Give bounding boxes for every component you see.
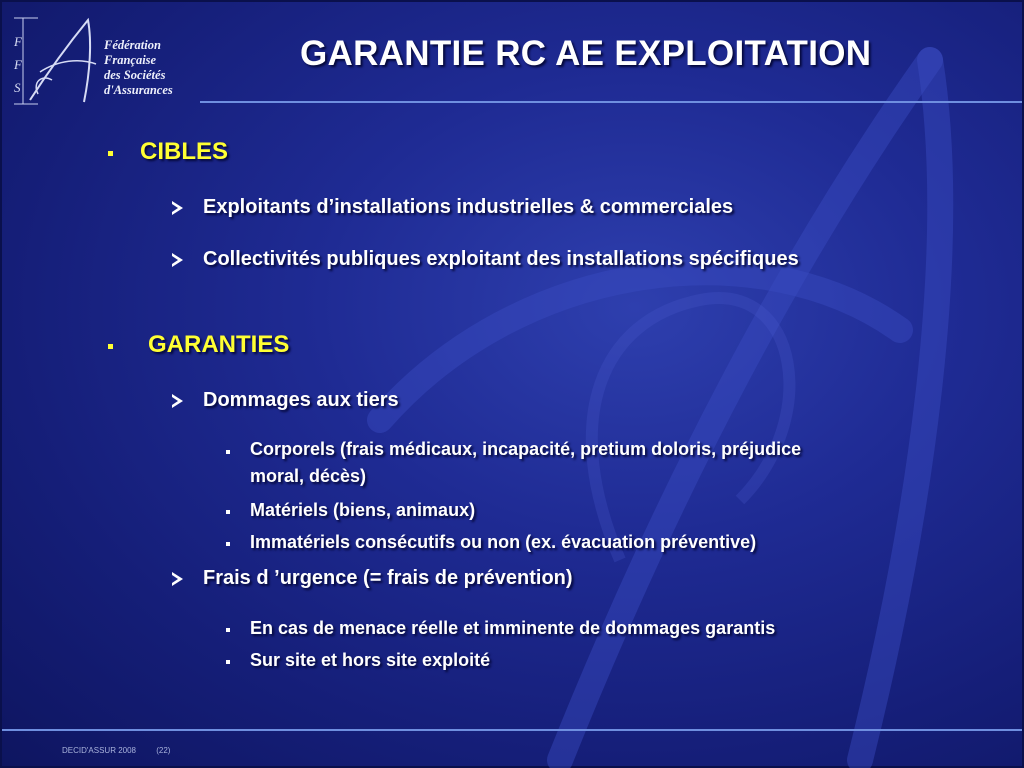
footer-rule [2,729,1022,731]
slide-footer [62,746,188,755]
bullet-item [172,192,932,223]
sub-bullet-item [226,496,856,524]
sub-bullet-text: En cas de menace réelle et imminente de dommages garantis [250,618,776,638]
sub-bullet-item [226,528,926,556]
bullet-item [172,385,872,416]
bullet-text: Dommages aux tiers [203,389,399,411]
bullet-text: Collectivités publiques exploitant des installations spécifiques [203,248,799,270]
slide-title: GARANTIE RC AE EXPLOITATION [300,34,872,73]
ffsa-logo [8,12,200,107]
title-rule [200,101,1022,103]
bullet-item [172,244,852,275]
bullet-item [172,563,872,594]
logo-organization-name: Fédération Française des Sociétés d'Assurances [104,38,173,97]
footer-label: DECID'ASSUR 2008 [62,746,136,755]
arrow-bullet-icon [172,394,183,408]
square-bullet-icon [108,151,113,156]
bullet-text: Frais d ’urgence (= frais de prévention) [203,567,573,589]
sub-bullet-text: Corporels (frais médicaux, incapacité, pretium doloris, préjudice moral, décès) [250,439,802,486]
sub-bullet-item [226,646,926,674]
page-number: (22) [156,746,171,755]
arrow-bullet-icon [172,253,183,267]
section-heading-label: CIBLES [140,138,229,165]
sub-bullet-item [226,614,946,642]
section-heading-label: GARANTIES [148,331,290,358]
small-square-bullet-icon [226,660,230,664]
small-square-bullet-icon [226,542,230,546]
sub-bullet-text: Matériels (biens, animaux) [250,500,476,520]
sub-bullet-text: Immatériels consécutifs ou non (ex. évacuation préventive) [250,532,757,552]
section-heading-garanties [108,331,289,359]
section-heading-cibles [108,138,228,166]
logo-initials: F F S [14,34,22,95]
square-bullet-icon [108,344,113,349]
sub-bullet-text: Sur site et hors site exploité [250,650,491,670]
small-square-bullet-icon [226,450,230,454]
small-square-bullet-icon [226,510,230,514]
sub-bullet-item [226,436,856,490]
arrow-bullet-icon [172,201,183,215]
small-square-bullet-icon [226,628,230,632]
arrow-bullet-icon [172,572,183,586]
bullet-text: Exploitants d’installations industrielles & commerciales [203,196,734,218]
